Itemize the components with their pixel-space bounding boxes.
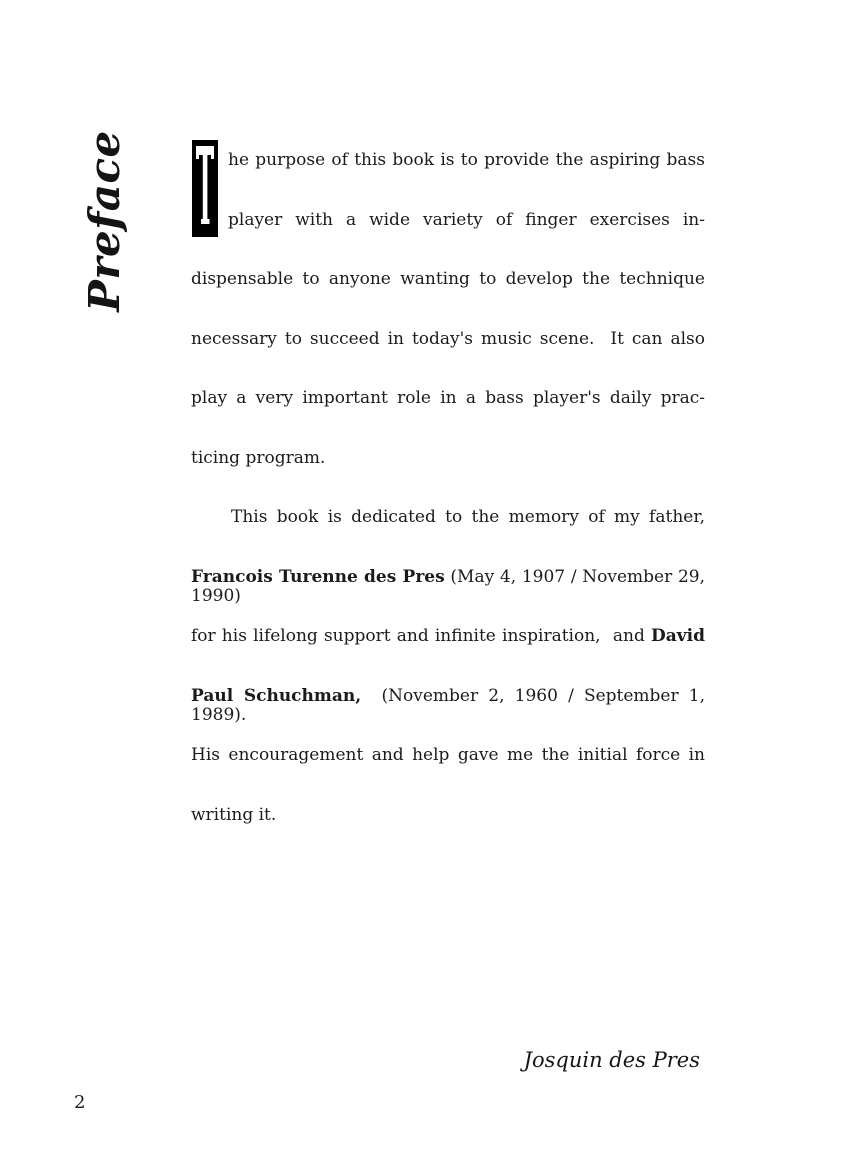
body-line-7 bbox=[191, 508, 705, 568]
body-line-9 bbox=[191, 627, 705, 687]
body-text: This book is dedicated to the memory of my father, bbox=[231, 507, 705, 528]
body-text-bold: Francois Turenne des Pres bbox=[191, 566, 445, 587]
body-line-4 bbox=[191, 330, 705, 390]
author-signature: Josquin des Pres bbox=[523, 1048, 700, 1072]
body-text: (November 2, 1960 / September 1, 1989). bbox=[191, 685, 706, 725]
body-line-11 bbox=[191, 746, 705, 806]
body-line-6 bbox=[191, 449, 705, 509]
body-line-8 bbox=[191, 568, 705, 628]
body-text: for his lifelong support and infinite inspiration, and bbox=[191, 626, 652, 647]
body-text: His encouragement and help gave me the initial force in bbox=[191, 745, 705, 766]
body-line-10 bbox=[191, 687, 705, 747]
body-text: player with a wide variety of finger exercises in- bbox=[228, 209, 705, 230]
body-text-bold: Paul Schuchman, bbox=[191, 685, 362, 706]
body-text-bold: David bbox=[651, 626, 705, 647]
body-line-12 bbox=[191, 806, 705, 866]
body-text: play a very important role in a bass player's daily prac- bbox=[191, 388, 705, 409]
page-title: Preface bbox=[80, 130, 129, 312]
body-line-3 bbox=[191, 270, 705, 330]
body-text: necessary to succeed in today's music scene. It can also bbox=[191, 328, 705, 349]
body-line-5 bbox=[191, 389, 705, 449]
body-text: he purpose of this book is to provide the aspiring bass bbox=[228, 150, 705, 170]
page-number: 2 bbox=[74, 1092, 86, 1113]
body-line-1 bbox=[191, 151, 705, 211]
body-text: ticing program. bbox=[191, 447, 326, 468]
body-line-2 bbox=[191, 211, 705, 271]
body-text: dispensable to anyone wanting to develop the technique bbox=[191, 269, 705, 290]
preface-body bbox=[191, 151, 705, 866]
body-text: writing it. bbox=[191, 805, 277, 826]
body-text: (May 4, 1907 / November 29, 1990) bbox=[191, 566, 705, 606]
